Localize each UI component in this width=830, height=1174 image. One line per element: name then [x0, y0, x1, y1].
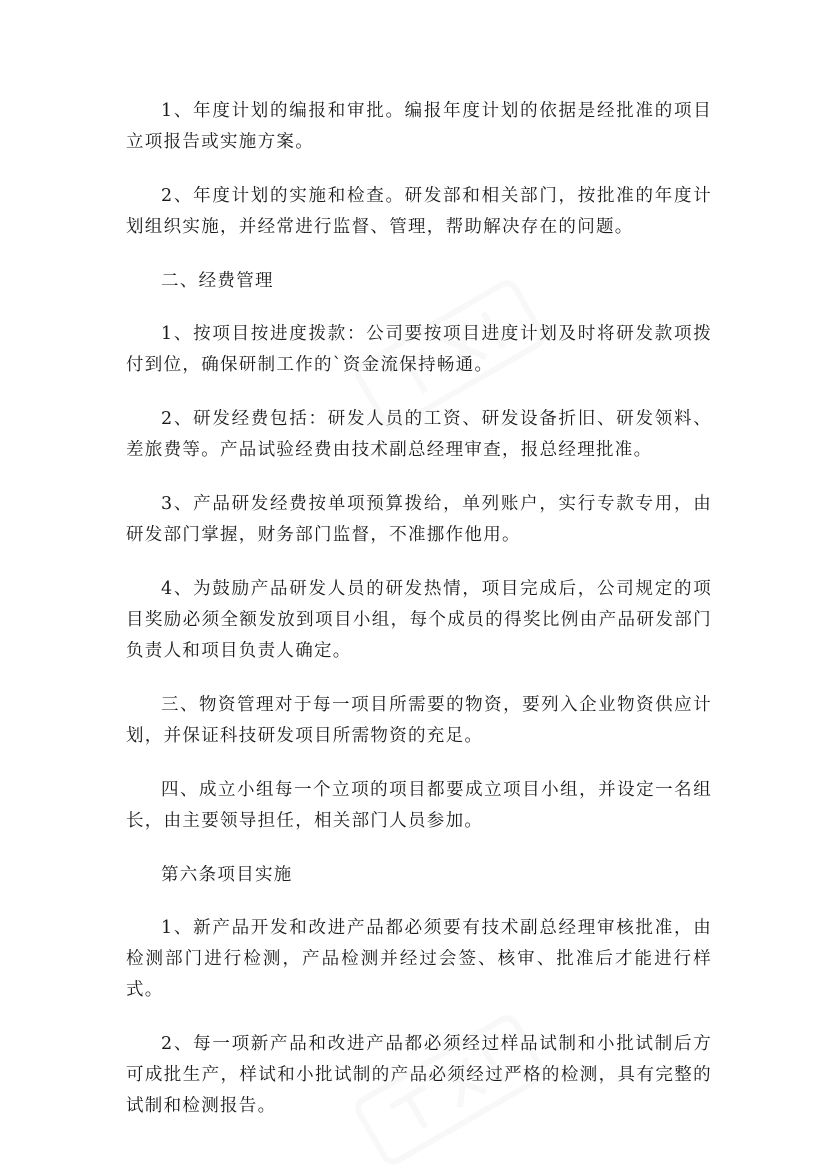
paragraph-project-team: 四、成立小组每一个立项的项目都要成立项目小组，并设定一名组长，由主要领导担任，相关部门人员参加。 — [126, 780, 712, 831]
paragraph-annual-plan-approval: 1、年度计划的编报和审批。编报年度计划的依据是经批准的项目立项报告或实施方案。 — [126, 101, 712, 152]
paragraph-implementation-trial: 2、每一项新产品和改进产品都必须经过样品试制和小批试制后方可成批生产，样试和小批试制的产品必须经过严格的检测，具有完整的试制和检测报告。 — [126, 1034, 712, 1116]
paragraph-annual-plan-implementation: 2、年度计划的实施和检查。研发部和相关部门，按批准的年度计划组织实施，并经常进行监督、管理，帮助解决存在的问题。 — [126, 186, 712, 237]
paragraph-implementation-approval: 1、新产品开发和改进产品都必须要有技术副总经理审核批准，由检测部门进行检测，产品检测并经过会签、核审、批准后才能进行样式。 — [126, 918, 712, 1000]
paragraph-funding-progress: 1、按项目按进度拨款：公司要按项目进度计划及时将研发款项拨付到位，确保研制工作的`资金流保持畅通。 — [126, 324, 712, 375]
section-heading-funding: 二、经费管理 — [161, 271, 274, 291]
paragraph-funding-reward: 4、为鼓励产品研发人员的研发热情，项目完成后，公司规定的项目奖励必须全额发放到项目小组，每个成员的得奖比例由产品研发部门负责人和项目负责人确定。 — [126, 579, 712, 661]
paragraph-materials-management: 三、物资管理对于每一项目所需要的物资，要列入企业物资供应计划，并保证科技研发项目所需物资的充足。 — [126, 695, 712, 746]
paragraph-funding-includes: 2、研发经费包括：研发人员的工资、研发设备折旧、研发领料、差旅费等。产品试验经费由技术副总经理审查，报总经理批准。 — [126, 409, 712, 460]
paragraph-funding-budget: 3、产品研发经费按单项预算拨给，单列账户，实行专款专用，由研发部门掌握，财务部门监督，不准挪作他用。 — [126, 494, 712, 545]
section-heading-article-six: 第六条项目实施 — [161, 865, 293, 885]
